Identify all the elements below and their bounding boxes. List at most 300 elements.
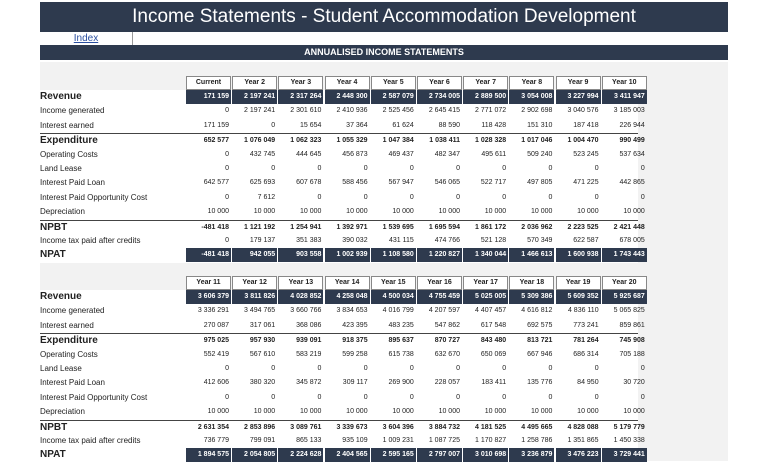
value-cell[interactable]: 10 000 <box>623 208 645 216</box>
value-cell[interactable]: 1 220 827 <box>417 248 462 262</box>
row-label[interactable]: Depreciation <box>40 407 85 417</box>
value-cell[interactable]: 939 091 <box>296 337 322 345</box>
value-cell[interactable]: 2 301 610 <box>290 107 322 115</box>
value-cell[interactable]: 228 057 <box>434 379 460 387</box>
row-label[interactable]: Interest Paid Opportunity Cost <box>40 192 148 202</box>
index-link[interactable]: Index <box>40 32 133 45</box>
value-cell[interactable]: 1 340 044 <box>463 248 508 262</box>
value-cell[interactable]: 4 616 812 <box>521 307 553 315</box>
value-cell[interactable]: 4 407 457 <box>475 307 507 315</box>
value-cell[interactable]: 0 <box>548 393 553 401</box>
value-cell[interactable]: 183 411 <box>481 379 507 387</box>
value-cell[interactable]: 171 159 <box>186 90 231 104</box>
value-cell[interactable]: 1 254 941 <box>290 223 322 231</box>
column-header[interactable]: Year 11 <box>186 276 231 290</box>
value-cell[interactable]: 1 861 172 <box>475 223 507 231</box>
value-cell[interactable]: 799 091 <box>249 437 276 444</box>
value-cell[interactable]: 10 000 <box>438 208 460 216</box>
value-cell[interactable]: 482 347 <box>434 150 460 158</box>
value-cell[interactable]: 2 317 264 <box>278 90 323 104</box>
value-cell[interactable]: 678 005 <box>619 237 645 244</box>
value-cell[interactable]: 10 000 <box>530 208 553 216</box>
value-cell[interactable]: 1 028 328 <box>475 137 507 145</box>
value-cell[interactable]: 0 <box>548 365 553 372</box>
section-title: ANNUALISED INCOME STATEMENTS <box>40 45 728 60</box>
value-cell[interactable]: 5 025 005 <box>463 290 508 304</box>
table-row <box>40 248 645 262</box>
value-cell[interactable]: 4 828 088 <box>567 423 599 431</box>
value-cell[interactable]: 843 480 <box>480 337 507 345</box>
value-cell[interactable]: 10 000 <box>299 408 322 416</box>
column-header[interactable]: Year 7 <box>463 76 508 90</box>
value-cell[interactable]: 0 <box>271 393 276 401</box>
value-cell[interactable]: 942 055 <box>232 248 277 262</box>
column-header[interactable]: Year 3 <box>278 76 323 90</box>
value-cell[interactable]: 1 450 338 <box>613 437 645 444</box>
value-cell[interactable]: -481 418 <box>201 223 229 231</box>
value-cell[interactable]: 2 421 448 <box>613 223 645 231</box>
column-header[interactable]: Year 19 <box>556 276 601 290</box>
column-header[interactable]: Year 6 <box>417 76 462 90</box>
value-cell[interactable]: 567 947 <box>388 179 414 187</box>
row-label[interactable]: Revenue <box>40 91 82 102</box>
value-cell[interactable]: 0 <box>271 365 276 372</box>
value-cell[interactable]: 469 437 <box>388 150 414 158</box>
value-cell[interactable]: 1 695 594 <box>428 223 460 231</box>
value-cell[interactable]: 3 336 291 <box>197 307 229 315</box>
value-cell[interactable]: 2 223 525 <box>567 223 599 231</box>
value-cell[interactable]: 1 087 725 <box>428 437 460 444</box>
table-row <box>40 234 645 248</box>
value-cell[interactable]: 1 076 049 <box>244 137 276 145</box>
value-cell[interactable]: 309 117 <box>342 379 368 387</box>
value-cell[interactable]: 10 000 <box>577 408 599 416</box>
value-cell[interactable]: 1 351 865 <box>567 437 599 444</box>
value-cell[interactable]: 3 411 947 <box>602 90 647 104</box>
value-cell[interactable]: 2 645 415 <box>428 107 460 115</box>
value-cell[interactable]: 474 766 <box>434 237 460 244</box>
value-cell[interactable]: 151 310 <box>527 121 553 129</box>
row-label[interactable]: Interest Paid Opportunity Cost <box>40 392 148 402</box>
row-label[interactable]: Operating Costs <box>40 349 98 359</box>
value-cell[interactable]: 3 606 379 <box>186 290 231 304</box>
value-cell[interactable]: 895 637 <box>388 337 414 345</box>
value-cell[interactable]: 3 494 765 <box>244 307 276 315</box>
value-cell[interactable]: 0 <box>456 193 460 201</box>
value-cell[interactable]: 2 410 936 <box>336 107 368 115</box>
column-header[interactable]: Current <box>186 76 231 90</box>
value-cell[interactable]: 1 047 384 <box>382 137 414 145</box>
value-cell[interactable]: 0 <box>363 165 368 172</box>
value-cell[interactable]: 1 055 329 <box>336 137 368 145</box>
value-cell[interactable]: 2 771 072 <box>475 107 507 115</box>
row-label[interactable]: Operating Costs <box>40 149 98 159</box>
value-cell[interactable]: 2 734 005 <box>417 90 462 104</box>
value-cell[interactable]: 84 950 <box>577 379 599 387</box>
value-cell[interactable]: 0 <box>225 393 229 401</box>
value-cell[interactable]: 0 <box>456 165 460 172</box>
value-cell[interactable]: 3 476 223 <box>556 448 601 462</box>
value-cell[interactable]: 390 032 <box>342 237 368 244</box>
value-cell[interactable]: 1 392 971 <box>336 223 368 231</box>
value-cell[interactable]: 4 495 665 <box>521 423 553 431</box>
value-cell[interactable]: 567 610 <box>249 350 276 358</box>
value-cell[interactable]: 546 065 <box>434 179 460 187</box>
value-cell[interactable]: 3 185 003 <box>613 107 645 115</box>
value-cell[interactable]: 4 500 034 <box>371 290 416 304</box>
value-cell[interactable]: 10 000 <box>484 208 507 216</box>
value-cell[interactable]: 607 678 <box>296 179 322 187</box>
value-cell[interactable]: 10 000 <box>207 208 229 216</box>
value-cell[interactable]: 521 128 <box>480 237 507 244</box>
value-cell[interactable]: 1 121 192 <box>244 223 276 231</box>
row-label[interactable]: Expenditure <box>40 335 98 347</box>
value-cell[interactable]: 2 797 007 <box>417 448 462 462</box>
value-cell[interactable]: 3 811 826 <box>232 290 277 304</box>
value-cell[interactable]: 471 225 <box>573 179 599 187</box>
value-cell[interactable]: 622 587 <box>573 237 599 244</box>
row-label[interactable]: Interest earned <box>40 320 94 330</box>
value-cell[interactable]: 1 466 613 <box>509 248 554 262</box>
value-cell[interactable]: 269 900 <box>388 379 414 387</box>
value-cell[interactable]: 0 <box>548 165 553 172</box>
value-cell[interactable]: 3 604 396 <box>382 423 414 431</box>
value-cell[interactable]: 2 902 698 <box>521 107 553 115</box>
value-cell[interactable]: 423 395 <box>342 321 368 329</box>
value-cell[interactable]: 2 595 165 <box>371 448 416 462</box>
table-row <box>40 333 645 348</box>
value-cell[interactable]: 0 <box>317 193 322 201</box>
value-cell[interactable]: 642 577 <box>203 179 229 187</box>
value-cell[interactable]: 686 314 <box>573 350 599 358</box>
value-cell[interactable]: 667 946 <box>527 350 553 358</box>
value-cell[interactable]: 5 925 687 <box>602 290 647 304</box>
value-cell[interactable]: 2 853 896 <box>244 423 276 431</box>
value-cell[interactable]: -481 418 <box>186 248 231 262</box>
value-cell[interactable]: 10 000 <box>207 408 229 416</box>
value-cell[interactable]: 10 000 <box>484 408 507 416</box>
value-cell[interactable]: 345 872 <box>296 379 322 387</box>
value-cell[interactable]: 5 065 825 <box>613 307 645 315</box>
value-cell[interactable]: 37 364 <box>346 121 368 129</box>
table-row <box>40 176 645 190</box>
value-cell[interactable]: 10 000 <box>346 208 368 216</box>
value-cell[interactable]: 1 062 323 <box>290 137 322 145</box>
value-cell[interactable]: 3 040 576 <box>567 107 599 115</box>
value-cell[interactable]: 1 038 411 <box>429 137 460 145</box>
row-label[interactable]: Interest Paid Loan <box>40 378 105 388</box>
value-cell[interactable]: 118 428 <box>481 121 507 129</box>
column-header[interactable]: Year 9 <box>556 76 601 90</box>
value-cell[interactable]: 0 <box>271 165 276 172</box>
value-cell[interactable]: 10 000 <box>253 408 276 416</box>
value-cell[interactable]: 2 889 500 <box>463 90 508 104</box>
value-cell[interactable]: 10 000 <box>623 408 645 416</box>
value-cell[interactable]: 0 <box>502 165 507 172</box>
value-cell[interactable]: 0 <box>271 121 276 129</box>
value-cell[interactable]: 442 865 <box>619 179 645 187</box>
row-label[interactable]: NPAT <box>40 249 66 261</box>
row-label[interactable]: NPBT <box>40 421 68 433</box>
value-cell[interactable]: 0 <box>225 165 229 172</box>
row-label[interactable]: Income generated <box>40 106 105 116</box>
value-cell[interactable]: 935 109 <box>342 437 368 444</box>
value-cell[interactable]: 537 634 <box>619 150 645 158</box>
value-cell[interactable]: 509 240 <box>527 150 553 158</box>
value-cell[interactable]: 30 720 <box>623 379 645 387</box>
value-cell[interactable]: 7 612 <box>257 193 276 201</box>
value-cell[interactable]: 0 <box>225 107 229 115</box>
value-cell[interactable]: 2 197 241 <box>232 90 277 104</box>
value-cell[interactable]: 2 587 079 <box>371 90 416 104</box>
table-row <box>40 348 645 362</box>
value-cell[interactable]: 903 558 <box>278 248 323 262</box>
value-cell[interactable]: 1 009 231 <box>382 437 414 444</box>
column-header[interactable]: Year 20 <box>602 276 647 290</box>
row-label[interactable]: Income tax paid after credits <box>40 436 141 445</box>
value-cell[interactable]: 0 <box>363 193 368 201</box>
value-cell[interactable]: 2 404 565 <box>325 448 370 462</box>
value-cell[interactable]: 270 087 <box>203 321 229 329</box>
value-cell[interactable]: 0 <box>317 365 322 372</box>
value-cell[interactable]: 617 548 <box>480 321 507 329</box>
value-cell[interactable]: 432 745 <box>249 150 276 158</box>
value-cell[interactable]: 10 000 <box>392 208 414 216</box>
value-cell[interactable]: 0 <box>317 165 322 172</box>
value-cell[interactable]: 2 448 300 <box>325 90 370 104</box>
value-cell[interactable]: 4 181 525 <box>475 423 507 431</box>
value-cell[interactable]: 0 <box>502 365 507 372</box>
value-cell[interactable]: 3 089 761 <box>290 423 322 431</box>
row-label[interactable]: Income tax paid after credits <box>40 236 141 245</box>
value-cell[interactable]: 3 834 653 <box>336 307 368 315</box>
value-cell[interactable]: 0 <box>225 193 229 201</box>
value-cell[interactable]: 0 <box>409 165 414 172</box>
row-label[interactable]: Revenue <box>40 291 82 302</box>
table-row <box>40 148 645 162</box>
value-cell[interactable]: 781 264 <box>573 337 599 345</box>
value-cell[interactable]: 813 721 <box>527 337 553 345</box>
row-label[interactable]: Expenditure <box>40 135 98 147</box>
value-cell[interactable]: 625 693 <box>249 179 276 187</box>
value-cell[interactable]: 2 525 456 <box>382 107 414 115</box>
value-cell[interactable]: 0 <box>594 365 599 372</box>
row-label[interactable]: NPAT <box>40 449 66 461</box>
value-cell[interactable]: 1 004 470 <box>567 137 599 145</box>
value-cell[interactable]: 2 631 354 <box>197 423 229 431</box>
table-row <box>40 362 645 376</box>
header-row <box>40 276 638 290</box>
value-cell[interactable]: 10 000 <box>299 208 322 216</box>
value-cell[interactable]: 615 738 <box>388 350 414 358</box>
value-cell[interactable]: 870 727 <box>434 337 460 345</box>
value-cell[interactable]: 736 779 <box>203 437 229 444</box>
value-cell[interactable]: 0 <box>456 393 460 401</box>
column-header[interactable]: Year 4 <box>325 76 370 90</box>
value-cell[interactable]: 2 054 805 <box>232 448 277 462</box>
value-cell[interactable]: 990 499 <box>619 137 645 145</box>
value-cell[interactable]: 0 <box>409 365 414 372</box>
value-cell[interactable]: 523 245 <box>573 150 599 158</box>
value-cell[interactable]: 0 <box>502 393 507 401</box>
value-cell[interactable]: 1 743 443 <box>602 248 647 262</box>
value-cell[interactable]: 0 <box>502 193 507 201</box>
value-cell[interactable]: 5 309 386 <box>509 290 554 304</box>
value-cell[interactable]: 0 <box>594 193 599 201</box>
column-header[interactable]: Year 17 <box>463 276 508 290</box>
value-cell[interactable]: 0 <box>640 365 645 372</box>
column-header[interactable]: Year 2 <box>232 76 277 90</box>
value-cell[interactable]: 1 170 827 <box>475 437 507 444</box>
value-cell[interactable]: 583 219 <box>296 350 322 358</box>
column-header[interactable]: Year 15 <box>371 276 416 290</box>
value-cell[interactable]: 135 776 <box>527 379 553 387</box>
value-cell[interactable]: 15 654 <box>299 121 322 129</box>
value-cell[interactable]: 652 577 <box>203 137 229 145</box>
value-cell[interactable]: 0 <box>640 393 645 401</box>
value-cell[interactable]: 10 000 <box>438 408 460 416</box>
value-cell[interactable]: 456 873 <box>342 150 368 158</box>
value-cell[interactable]: 10 000 <box>346 408 368 416</box>
value-cell[interactable]: 552 419 <box>203 350 229 358</box>
value-cell[interactable]: 1 108 580 <box>371 248 416 262</box>
header-row <box>40 76 638 90</box>
value-cell[interactable]: 0 <box>594 165 599 172</box>
table-row <box>40 376 645 390</box>
value-cell[interactable]: 4 016 799 <box>382 307 414 315</box>
column-header[interactable]: Year 8 <box>509 76 554 90</box>
value-cell[interactable]: 88 590 <box>438 121 460 129</box>
value-cell[interactable]: 599 258 <box>342 350 368 358</box>
value-cell[interactable]: 4 028 852 <box>278 290 323 304</box>
value-cell[interactable]: 1 539 695 <box>382 223 414 231</box>
value-cell[interactable]: 497 805 <box>527 179 553 187</box>
value-cell[interactable]: 1 017 046 <box>521 137 553 145</box>
table-row <box>40 391 645 405</box>
value-cell[interactable]: 692 575 <box>527 321 553 329</box>
value-cell[interactable]: 61 624 <box>392 121 414 129</box>
value-cell[interactable]: 1 600 938 <box>556 248 601 262</box>
value-cell[interactable]: 5 609 352 <box>556 290 601 304</box>
value-cell[interactable]: 570 349 <box>527 237 553 244</box>
value-cell[interactable]: 226 944 <box>619 121 645 129</box>
value-cell[interactable]: 4 755 459 <box>417 290 462 304</box>
column-header[interactable]: Year 16 <box>417 276 462 290</box>
value-cell[interactable]: 10 000 <box>392 408 414 416</box>
column-header[interactable]: Year 5 <box>371 76 416 90</box>
value-cell[interactable]: 3 054 008 <box>509 90 554 104</box>
row-label[interactable]: Interest earned <box>40 120 94 130</box>
value-cell[interactable]: 444 645 <box>296 150 322 158</box>
row-label[interactable]: Income generated <box>40 306 105 316</box>
value-cell[interactable]: 2 224 628 <box>278 448 323 462</box>
column-header[interactable]: Year 10 <box>602 76 647 90</box>
value-cell[interactable]: 2 036 962 <box>521 223 553 231</box>
column-header[interactable]: Year 13 <box>278 276 323 290</box>
value-cell[interactable]: 0 <box>640 165 645 172</box>
column-header[interactable]: Year 14 <box>325 276 370 290</box>
value-cell[interactable]: 317 061 <box>249 321 276 329</box>
value-cell[interactable]: 179 137 <box>249 237 276 244</box>
value-cell[interactable]: 5 179 779 <box>613 423 645 431</box>
value-cell[interactable]: 1 258 786 <box>521 437 553 444</box>
value-cell[interactable]: 0 <box>225 237 229 244</box>
value-cell[interactable]: 187 418 <box>573 121 599 129</box>
value-cell[interactable]: 0 <box>456 365 460 372</box>
value-cell[interactable]: 483 235 <box>388 321 414 329</box>
row-label[interactable]: NPBT <box>40 221 68 233</box>
value-cell[interactable]: 431 115 <box>389 237 414 244</box>
value-cell[interactable]: 0 <box>225 365 229 372</box>
value-cell[interactable]: 3 729 441 <box>602 448 647 462</box>
value-cell[interactable]: 650 069 <box>480 350 507 358</box>
value-cell[interactable]: 3 236 879 <box>509 448 554 462</box>
value-cell[interactable]: 0 <box>548 193 553 201</box>
value-cell[interactable]: 351 383 <box>296 237 322 244</box>
value-cell[interactable]: 0 <box>363 365 368 372</box>
value-cell[interactable]: 0 <box>640 193 645 201</box>
value-cell[interactable]: 495 611 <box>481 150 507 158</box>
row-label[interactable]: Land Lease <box>40 364 82 373</box>
value-cell[interactable]: 412 606 <box>203 379 229 387</box>
value-cell[interactable]: 4 258 048 <box>325 290 370 304</box>
value-cell[interactable]: 2 197 241 <box>244 107 276 115</box>
value-cell[interactable]: 1 894 575 <box>186 448 231 462</box>
value-cell[interactable]: 918 375 <box>342 337 368 345</box>
value-cell[interactable]: 4 836 110 <box>567 307 599 315</box>
value-cell[interactable]: 547 862 <box>434 321 460 329</box>
value-cell[interactable]: 4 207 597 <box>428 307 460 315</box>
value-cell[interactable]: 957 930 <box>249 337 276 345</box>
value-cell[interactable]: 865 133 <box>296 437 322 444</box>
value-cell[interactable]: 632 670 <box>434 350 460 358</box>
value-cell[interactable]: 0 <box>594 393 599 401</box>
value-cell[interactable]: 773 241 <box>573 321 599 329</box>
value-cell[interactable]: 3 339 673 <box>336 423 368 431</box>
value-cell[interactable]: 380 320 <box>249 379 276 387</box>
table-row <box>40 290 645 304</box>
value-cell[interactable]: 10 000 <box>253 208 276 216</box>
value-cell[interactable]: 3 010 698 <box>463 448 508 462</box>
value-cell[interactable]: 3 660 766 <box>290 307 322 315</box>
value-cell[interactable]: 588 456 <box>342 179 368 187</box>
value-cell[interactable]: 10 000 <box>577 208 599 216</box>
value-cell[interactable]: 0 <box>363 393 368 401</box>
value-cell[interactable]: 522 717 <box>480 179 507 187</box>
value-cell[interactable]: 368 086 <box>296 321 322 329</box>
value-cell[interactable]: 10 000 <box>530 408 553 416</box>
value-cell[interactable]: 171 159 <box>203 121 229 129</box>
value-cell[interactable]: 3 227 994 <box>556 90 601 104</box>
row-label[interactable]: Interest Paid Loan <box>40 178 105 188</box>
value-cell[interactable]: 0 <box>225 150 229 158</box>
table-row <box>40 319 645 333</box>
column-header[interactable]: Year 12 <box>232 276 277 290</box>
value-cell[interactable]: 745 908 <box>619 337 645 345</box>
value-cell[interactable]: 975 025 <box>203 337 229 345</box>
value-cell[interactable]: 0 <box>317 393 322 401</box>
table-row <box>40 162 645 176</box>
value-cell[interactable]: 859 861 <box>619 321 645 329</box>
value-cell[interactable]: 1 002 939 <box>325 248 370 262</box>
value-cell[interactable]: 0 <box>409 393 414 401</box>
value-cell[interactable]: 3 884 732 <box>428 423 460 431</box>
column-header[interactable]: Year 18 <box>509 276 554 290</box>
row-label[interactable]: Land Lease <box>40 164 82 173</box>
row-label[interactable]: Depreciation <box>40 207 85 217</box>
value-cell[interactable]: 0 <box>409 193 414 201</box>
value-cell[interactable]: 705 188 <box>619 350 645 358</box>
